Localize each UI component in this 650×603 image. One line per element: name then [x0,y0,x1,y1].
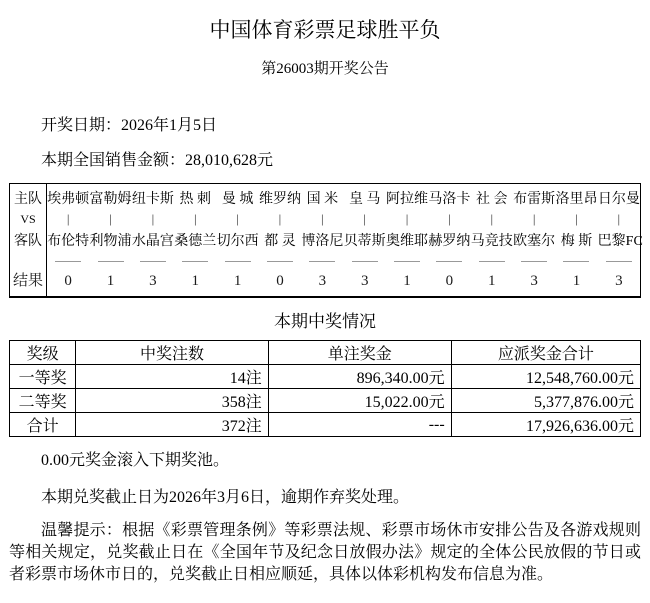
prize-count: 372注 [76,413,268,437]
result-divider-line [394,261,420,262]
away-team: 博洛尼 [301,234,344,249]
match-column [301,187,343,294]
col-header-count: 中奖注数 [76,341,268,365]
match-column [597,187,643,294]
vs-divider: | [109,211,112,226]
result-divider-line [225,261,251,262]
match-result: 0 [276,273,284,289]
draw-date-value: 2026年1月5日 [121,117,218,134]
match-result: 1 [403,273,411,289]
col-header-total: 应派奖金合计 [451,341,640,365]
home-team: 布雷斯 [513,192,556,207]
tips-note: 温馨提示：根据《彩票管理条例》等彩票法规、彩票市场休市安排公告及各游戏规则等相关规定，兑奖截止日在《全国年节及纪念日放假办法》规定的全体公民放假的节日或者彩票市场休市日的，兑奖截止日相应顺延，具体以体彩机构发布信息为准。 [9,522,641,583]
match-result: 1 [572,273,581,289]
away-team: 巴黎FC [597,234,643,249]
label-spacer [10,254,46,268]
match-result: 3 [149,273,157,289]
match-column [174,187,216,294]
vs-divider: | [448,211,451,226]
match-column [47,187,89,294]
match-result: 3 [318,273,327,289]
result-divider-line [563,261,589,262]
away-team: 利物浦 [89,234,132,249]
home-team: 国 米 [306,192,339,207]
result-divider-line [267,261,293,262]
vs-divider: | [321,211,324,226]
home-team: 埃弗顿 [47,192,90,207]
draw-date-line [9,112,641,135]
home-team: 曼 城 [221,192,254,207]
result-divider-line [606,261,632,262]
page-subtitle: 第26003期开奖公告 [261,61,389,77]
away-team: 梅 斯 [560,234,593,249]
match-result: 3 [360,273,369,289]
prize-count: 358注 [76,389,268,413]
vs-divider: | [278,211,282,226]
match-result: 1 [191,273,199,289]
prize-single: 896,340.00元 [268,365,451,389]
prize-total: 17,926,636.00元 [451,413,640,437]
home-team: 阿拉维 [386,192,429,207]
prize-row-sum [10,413,641,437]
match-column [513,187,555,294]
page-title: 中国体育彩票足球胜平负 [209,18,441,42]
away-team: 切尔西 [216,234,259,249]
vs-divider: | [193,211,197,226]
match-result: 3 [615,273,623,289]
prize-total: 5,377,876.00元 [451,389,640,413]
prize-single: --- [268,413,451,437]
prize-level: 一等奖 [10,365,76,389]
home-team: 富勒姆 [89,192,132,207]
match-column [89,187,131,294]
away-team: 马竞技 [470,234,513,249]
deadline-note: 本期兑奖截止日为2026年3月6日，逾期作弃奖处理。 [41,489,410,506]
vs-divider: | [66,211,70,226]
prize-total: 12,548,760.00元 [451,365,640,389]
vs-divider: | [236,211,239,226]
match-column [428,187,470,294]
home-team: 皇 马 [348,192,381,207]
result-divider-line [98,261,124,262]
vs-divider: | [151,211,155,226]
sales-amount-value: 28,010,628元 [185,152,274,169]
match-column [216,187,258,294]
home-team: 纽卡斯 [131,192,174,207]
away-team: 欧塞尔 [513,234,556,249]
result-divider-line [182,261,208,262]
away-team: 贝蒂斯 [343,234,386,249]
match-column [555,187,597,294]
col-header-level: 奖级 [10,341,76,365]
col-header-single: 单注奖金 [268,341,451,365]
away-team: 奥维耶 [386,234,429,249]
vs-divider: | [575,211,578,226]
sales-amount-line [9,147,641,170]
match-result: 1 [488,273,496,289]
result-divider-line [309,261,335,262]
vs-divider: | [405,211,409,226]
match-result: 3 [530,273,538,289]
away-team: 赫罗纳 [428,234,471,249]
vs-divider: | [617,211,621,226]
home-team: 热 刺 [179,192,211,207]
away-team: 布伦特 [47,234,90,249]
prize-section-title: 本期中奖情况 [274,312,376,331]
draw-date-label: 开奖日期： [41,117,122,134]
vs-divider: | [532,211,536,226]
result-divider-line [140,261,166,262]
vs-label: VS [20,212,36,226]
prize-count: 14注 [76,365,268,389]
match-results-table [9,183,641,298]
away-team: 都 灵 [264,234,296,249]
home-team: 日尔曼 [597,192,640,207]
vs-divider: | [490,211,494,226]
result-divider-line [436,261,462,262]
prize-level: 二等奖 [10,389,76,413]
match-result: 0 [445,273,454,289]
prize-row-first [10,365,641,389]
home-team-label: 主队 [14,192,42,207]
rollover-note: 0.00元奖金滚入下期奖池。 [41,452,230,469]
match-columns [47,184,643,296]
home-team: 洛里昂 [555,192,598,207]
vs-divider: | [363,211,366,226]
home-team: 维罗纳 [258,192,301,207]
match-column [471,187,513,294]
match-result: 0 [64,273,72,289]
match-table-labels [10,184,47,296]
result-divider-line [352,261,378,262]
result-divider-line [521,261,547,262]
result-label: 结果 [12,273,43,289]
away-team: 桑德兰 [174,234,217,249]
prize-row-second [10,389,641,413]
match-column [386,187,428,294]
result-divider-line [55,261,81,262]
prize-single: 15,022.00元 [268,389,451,413]
prize-table-header-row [10,341,641,365]
result-divider-line [479,261,505,262]
home-team: 社 会 [476,192,508,207]
sales-amount-label: 本期全国销售金额： [41,152,186,169]
away-team-label: 客队 [14,234,42,249]
prize-table [9,340,641,437]
match-result: 1 [106,273,115,289]
away-team: 水晶宫 [131,234,174,249]
home-team: 马洛卡 [428,192,471,207]
match-column [132,187,174,294]
prize-level: 合计 [10,413,76,437]
match-column [344,187,386,294]
match-result: 1 [233,273,242,289]
match-column [259,187,301,294]
